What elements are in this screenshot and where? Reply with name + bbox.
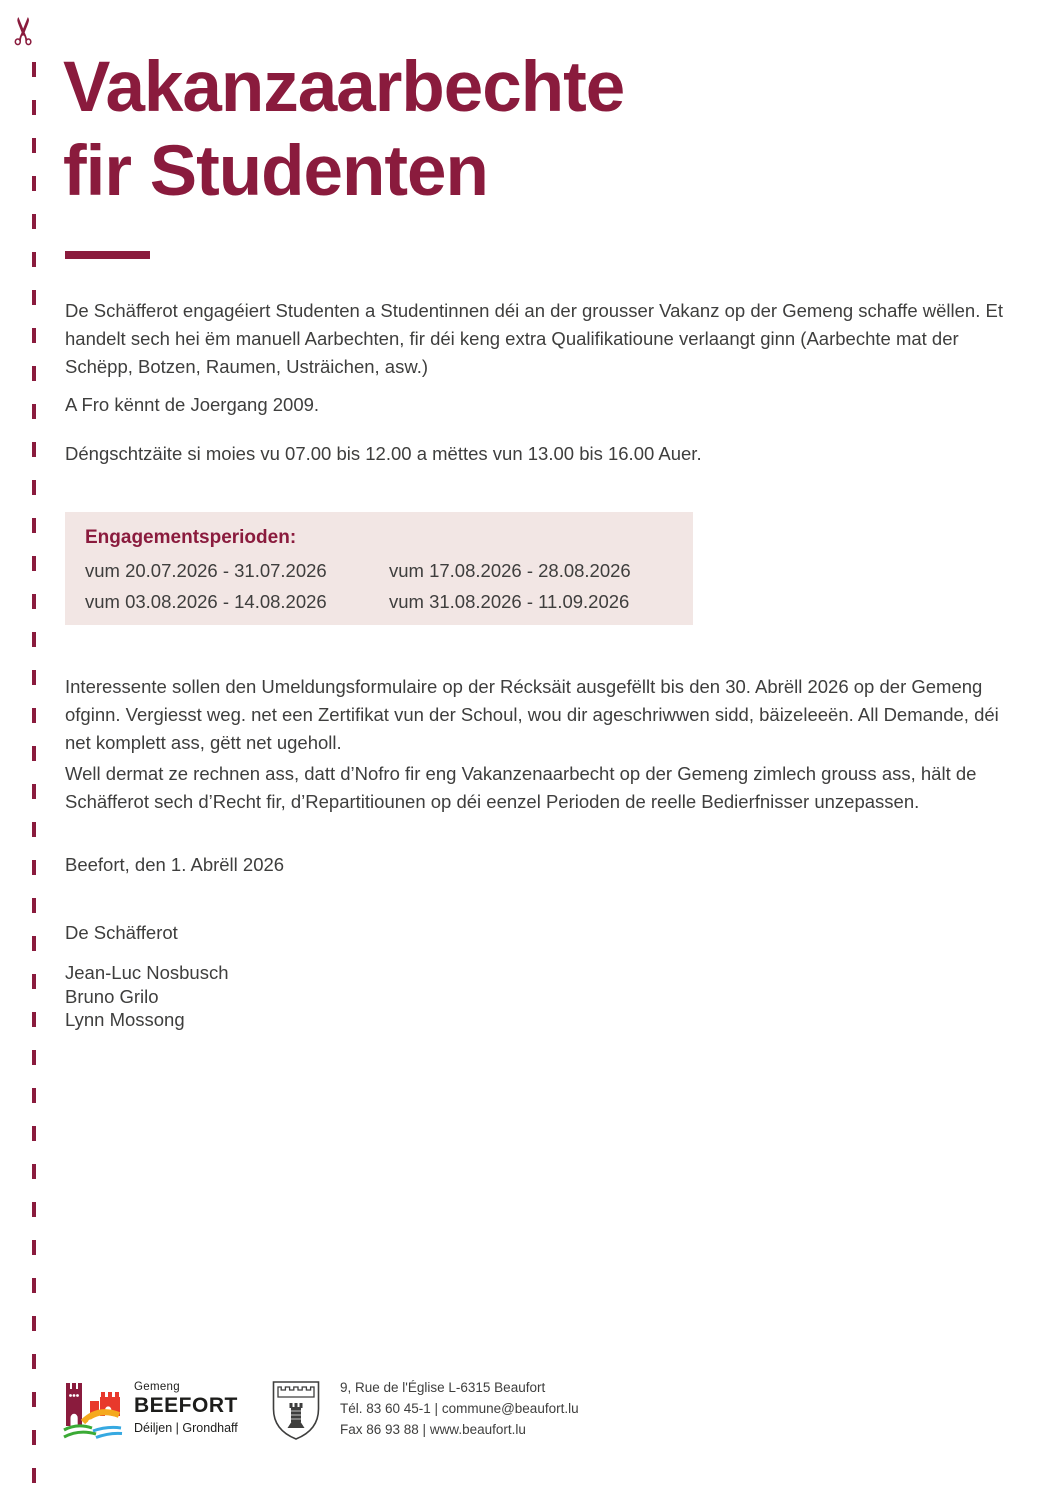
signature-name: Lynn Mossong: [65, 1009, 185, 1030]
eligible-year-paragraph: A Fro kënnt de Joergang 2009.: [65, 394, 320, 415]
period-item: vum 17.08.2026 - 28.08.2026: [389, 560, 631, 581]
reservation-paragraph: Well dermat ze rechnen ass, datt d’Nofro fir eng Vakanzenaarbecht op der Gemeng zimlech grouss ass, hält de Schäfferot sech d’Recht fir, d’Repartitiounen op déi eenzel Perioden de reelle Bedierfnisser unzepassen.: [65, 763, 977, 812]
period-item: vum 31.08.2026 - 11.09.2026: [389, 591, 630, 612]
intro-paragraph: De Schäfferot engagéiert Studenten a Studentinnen déi an der grousser Vakanz op der Gemeng schaffe wëllen. Et handelt sech hei ëm manuell Aarbechten, fir déi keng extra Qualifikatioune verlaangt ginn (Aarbechte mat der Schëpp, Botzen, Raumen, Usträichen, asw.): [65, 300, 1003, 377]
period-item: vum 03.08.2026 - 14.08.2026: [85, 591, 327, 612]
title-underline-bar: [65, 251, 150, 259]
beefort-logo-icon: [63, 1379, 123, 1443]
application-paragraph: Interessente sollen den Umeldungsformulaire op der Récksäit ausgefëllt bis den 30. Abrëll 2026 op der Gemeng ofginn. Vergiesst weg. net een Zertifikat vun der Schoul, wou dir ageschriwwen sidd, bäizeleeën. All Demande, déi net komplett ass, gëtt net ugeholl.: [65, 676, 999, 753]
commune-contact-block: [340, 1377, 579, 1440]
fax-website-line: Fax 86 93 88 | www.beaufort.lu: [340, 1422, 526, 1437]
brand-gemeng-label: Gemeng: [134, 1381, 180, 1393]
page-title-line1: Vakanzaarbechte: [63, 48, 625, 127]
cut-dashed-line: [32, 62, 36, 1497]
signature-body: De Schäfferot: [65, 922, 178, 943]
beaufort-coat-of-arms-icon: [270, 1380, 322, 1442]
address-line: 9, Rue de l'Église L-6315 Beaufort: [340, 1380, 546, 1395]
periods-heading: Engagementsperioden:: [85, 527, 297, 548]
commune-brand-block: [134, 1381, 238, 1435]
page-title: [63, 46, 624, 214]
scissors-icon: ✂: [1, 15, 46, 47]
page-title-line2: fir Studenten: [63, 132, 488, 211]
phone-email-line: Tél. 83 60 45-1 | commune@beaufort.lu: [340, 1401, 579, 1416]
period-item: vum 20.07.2026 - 31.07.2026: [85, 560, 327, 581]
engagement-periods-box: [65, 512, 693, 625]
signature-name: Jean-Luc Nosbusch: [65, 962, 229, 983]
place-date-line: Beefort, den 1. Abrëll 2026: [65, 854, 285, 875]
signature-name: Bruno Grilo: [65, 985, 159, 1007]
signature-names: [65, 961, 229, 1032]
brand-localities: Déiljen | Grondhaff: [134, 1421, 238, 1435]
brand-name: BEEFORT: [134, 1394, 238, 1417]
periods-grid: [85, 560, 693, 613]
working-hours-paragraph: Déngschtzäite si moies vu 07.00 bis 12.00 a mëttes vun 13.00 bis 16.00 Auer.: [65, 443, 702, 464]
